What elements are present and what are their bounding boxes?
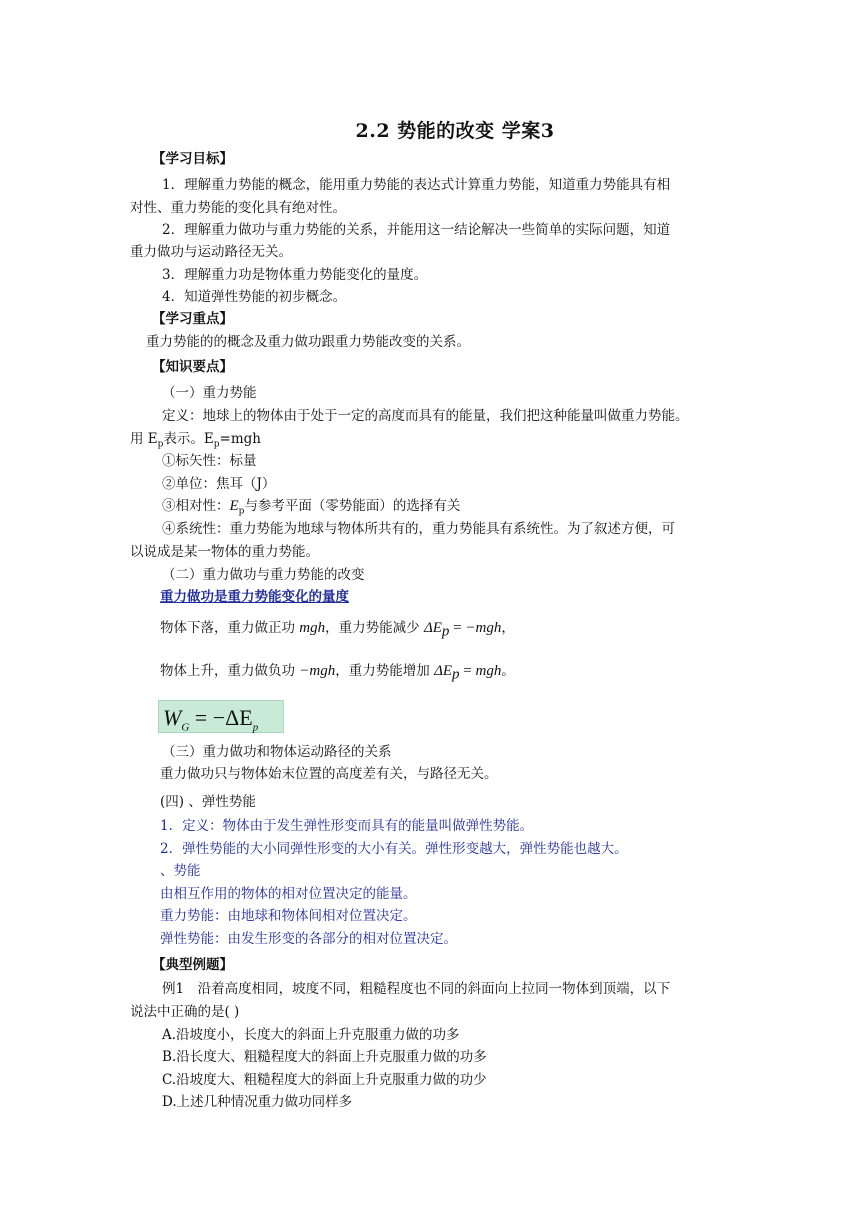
goal-2-line-2: 重力做功与运动路径无关。 [130,244,292,260]
property-4-line-2: 以说成是某一物体的重力势能。 [130,544,319,560]
section-4-heading: (四) 、弹性势能 [160,794,256,810]
rising-statement: 物体上升，重力做负功 −mgh，重力势能增加 $\Delta E_p$ = mgh。 [160,663,515,683]
definition-line-1: 定义：地球上的物体由于处于一定的高度而具有的能量，我们把这种能量叫做重力势能。 [162,408,689,424]
example-1-line-1: 例1 沿着高度相同，坡度不同，粗糙程度也不同的斜面向上拉同一物体到顶端，以下 [162,981,671,997]
section-2-heading: （二）重力做功与重力势能的改变 [162,567,365,583]
section-5-heading: 、势能 [160,863,201,879]
definition-line-2: 用 $E_p$表示。$E_p=mgh$ [130,431,261,450]
section-5-item-1: 由相互作用的物体的相对位置决定的能量。 [160,886,417,902]
examples-heading: 【典型例题】 [152,957,233,973]
goal-1-line-2: 对性、重力势能的变化具有绝对性。 [130,200,346,216]
page-title: 2.2 势能的改变 学案3 [355,120,555,142]
goal-1-line-1: 1．理解重力势能的概念，能用重力势能的表达式计算重力势能，知道重力势能具有相 [162,177,671,193]
key-text: 重力势能的的概念及重力做功跟重力势能改变的关系。 [146,334,470,350]
property-4-line-1: ④系统性：重力势能为地球与物体所共有的，重力势能具有系统性。为了叙述方便，可 [162,521,675,537]
section-5-item-3: 弹性势能：由发生形变的各部分的相对位置决定。 [160,931,457,947]
goal-3: 3．理解重力功是物体重力势能变化的量度。 [162,267,428,283]
option-d: D.上述几种情况重力做功同样多 [162,1094,353,1110]
section-2-key-statement: 重力做功是重力势能变化的量度 [160,589,349,605]
option-c: C.沿坡度大、粗糙程度大的斜面上升克服重力做的功少 [162,1072,487,1088]
property-2: ②单位：焦耳（J） [162,476,276,492]
section-1-heading: （一）重力势能 [162,385,257,401]
section-5-item-2: 重力势能：由地球和物体间相对位置决定。 [160,908,417,924]
property-1: ①标矢性：标量 [162,453,257,469]
goal-4: 4．知道弹性势能的初步概念。 [162,289,347,305]
section-4-item-2: 2．弹性势能的大小同弹性形变的大小有关。弹性形变越大，弹性势能也越大。 [160,841,628,857]
goals-heading: 【学习目标】 [152,151,233,167]
falling-statement: 物体下落，重力做正功 mgh，重力势能减少 $\Delta E_p = -mgh$， [160,620,515,640]
option-a: A.沿坡度小，长度大的斜面上升克服重力做的功多 [162,1027,460,1043]
key-heading: 【学习重点】 [152,311,233,327]
section-4-item-1: 1．定义：物体由于发生弹性形变而具有的能量叫做弹性势能。 [160,818,534,834]
goal-2-line-1: 2．理解重力做功与重力势能的关系，并能用这一结论解决一些简单的实际问题，知道 [162,222,671,238]
example-1-line-2: 说法中正确的是( ) [130,1004,240,1020]
option-b: B.沿长度大、粗糙程度大的斜面上升克服重力做的功多 [162,1049,487,1065]
section-3-text: 重力做功只与物体始末位置的高度差有关，与路径无关。 [160,766,498,782]
work-energy-formula-box: $W_G = -\Delta E_p$ [158,700,284,733]
section-3-heading: （三）重力做功和物体运动路径的关系 [162,744,392,760]
knowledge-heading: 【知识要点】 [152,359,233,375]
property-3: ③相对性：$E_p$与参考平面（零势能面）的选择有关 [162,498,461,517]
